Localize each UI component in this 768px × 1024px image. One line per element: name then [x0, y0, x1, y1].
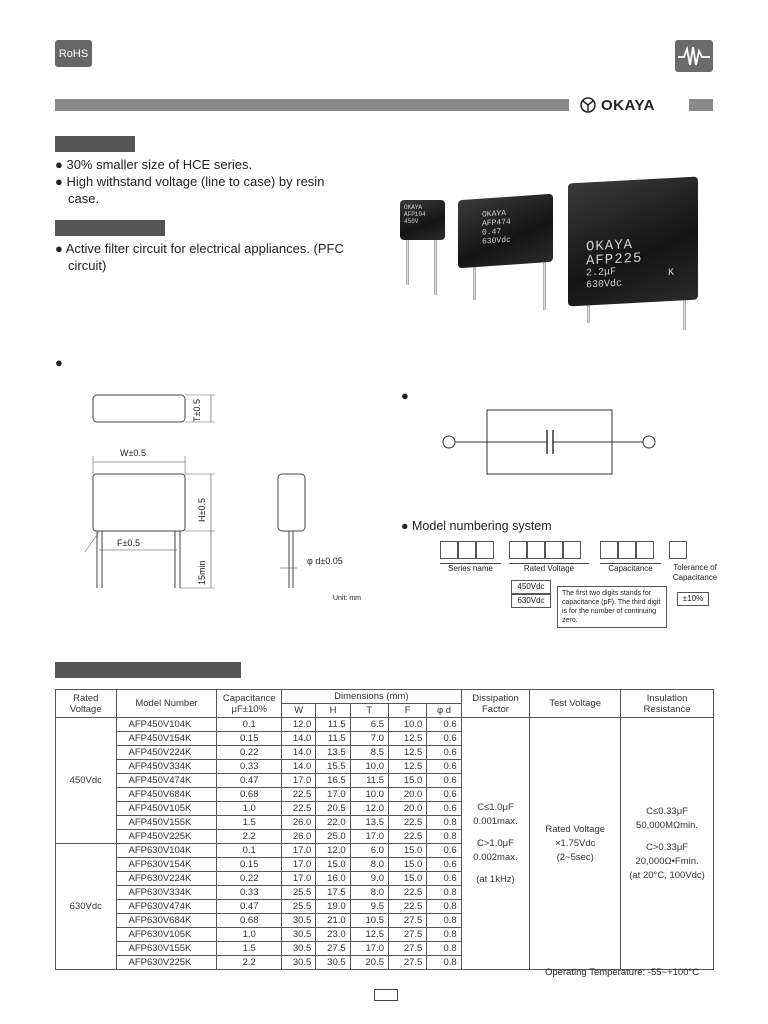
- dimension-cell: 10.5: [350, 914, 388, 928]
- model-number-cell: AFP450V155K: [116, 816, 217, 830]
- rohs-badge: [55, 40, 92, 67]
- dimension-cell: 8.0: [350, 858, 388, 872]
- spec-line: [464, 865, 528, 873]
- dimension-cell: 12.5: [389, 760, 427, 774]
- col-t: T: [350, 704, 388, 718]
- dimension-cell: 6.5: [350, 718, 388, 732]
- capacitance-cell: 0.22: [217, 746, 282, 760]
- dimension-cell: 0.6: [427, 760, 461, 774]
- applications-heading-bar: [55, 220, 165, 236]
- product-photo: [395, 175, 715, 335]
- dimension-cell: 10.0: [350, 788, 388, 802]
- model-number-cell: AFP630V474K: [116, 900, 217, 914]
- ratings-table: [55, 689, 714, 970]
- dimension-cell: 30.5: [282, 956, 316, 970]
- col-h: H: [316, 704, 350, 718]
- dimension-cell: 9.5: [350, 900, 388, 914]
- dimension-cell: 0.8: [427, 914, 461, 928]
- spec-line: 20,000Ω•Fmin.: [635, 855, 699, 867]
- capacitance-cell: 1.0: [217, 928, 282, 942]
- dimension-cell: 30.5: [316, 956, 350, 970]
- dimension-cell: 27.5: [316, 942, 350, 956]
- spec-line: ×1.75Vdc: [554, 837, 596, 849]
- col-dimensions: Dimensions (mm): [282, 690, 462, 704]
- dimension-cell: 8.0: [350, 886, 388, 900]
- capacitor-large: [568, 177, 698, 307]
- dimension-cell: 10.0: [389, 718, 427, 732]
- spec-line: [623, 833, 711, 841]
- ratings-heading-bar: [55, 662, 241, 678]
- dimension-cell: 13.5: [316, 746, 350, 760]
- voltage-option: 630Vdc: [511, 594, 551, 608]
- cap-text: OKAYA: [586, 236, 634, 256]
- capacitance-note: The first two digits stands for capacitance (pF). The third digit is for the number of continuing zero.: [557, 586, 667, 628]
- col-model-number: Model Number: [116, 690, 217, 718]
- spec-line: Rated Voltage: [545, 823, 606, 835]
- capacitance-cell: 0.15: [217, 858, 282, 872]
- spec-line: (at 1kHz): [476, 873, 515, 885]
- dimension-cell: 25.5: [282, 900, 316, 914]
- cap-text: OKAYA: [482, 208, 507, 220]
- dimension-cell: 26.0: [282, 816, 316, 830]
- col-insulation: Insulation Resistance: [621, 690, 714, 718]
- dimension-cell: 12.0: [350, 802, 388, 816]
- model-number-cell: AFP630V224K: [116, 872, 217, 886]
- model-number-cell: AFP630V154K: [116, 858, 217, 872]
- dimension-cell: 0.6: [427, 718, 461, 732]
- f-dimension-label: F±0.5: [117, 538, 140, 548]
- dimension-cell: 17.0: [350, 942, 388, 956]
- dimension-cell: 11.5: [350, 774, 388, 788]
- features-list: [55, 156, 375, 207]
- dimension-cell: 0.8: [427, 816, 461, 830]
- model-number-cell: AFP630V334K: [116, 886, 217, 900]
- dimension-cell: 17.5: [316, 886, 350, 900]
- cap-text: AFP225: [586, 250, 643, 270]
- lead-wire: [543, 260, 546, 310]
- capacitance-cell: 0.1: [217, 844, 282, 858]
- cap-text: K: [668, 267, 675, 280]
- model-number-cell: AFP450V225K: [116, 830, 217, 844]
- dimension-cell: 27.5: [389, 942, 427, 956]
- capacitance-cell: 0.22: [217, 872, 282, 886]
- dimension-cell: 0.8: [427, 830, 461, 844]
- feature-item: ● High withstand voltage (line to case) by resin: [55, 174, 325, 189]
- feature-item: ● 30% smaller size of HCE series.: [55, 157, 253, 172]
- dimensions-bullet: ●: [55, 355, 63, 370]
- dimension-cell: 11.5: [316, 732, 350, 746]
- dimension-cell: 10.0: [350, 760, 388, 774]
- spec-line: (2~5sec): [556, 851, 594, 863]
- code-box: [458, 541, 476, 559]
- dimension-cell: 17.0: [282, 858, 316, 872]
- capacitance-cell: 1.5: [217, 816, 282, 830]
- capacitance-cell: 0.33: [217, 886, 282, 900]
- capacitance-cell: 0.1: [217, 718, 282, 732]
- spec-line: 0.001max.: [473, 815, 518, 827]
- dimension-cell: 23.0: [316, 928, 350, 942]
- brand-logo: [580, 95, 655, 115]
- dimension-drawing: [55, 380, 385, 610]
- voltage-option: 450Vdc: [511, 580, 551, 594]
- capacitance-cell: 2.2: [217, 956, 282, 970]
- page-number-box: [374, 989, 398, 1001]
- application-item: circuit): [68, 258, 107, 273]
- rated-voltage-cell: 630Vdc: [56, 844, 117, 970]
- dimension-cell: 27.5: [389, 914, 427, 928]
- dimension-cell: 11.5: [316, 718, 350, 732]
- dimension-cell: 12.5: [350, 928, 388, 942]
- feature-item: case.: [68, 191, 100, 206]
- col-dissipation: Dissipation Factor: [461, 690, 530, 718]
- col-w: W: [282, 704, 316, 718]
- model-number-cell: AFP450V104K: [116, 718, 217, 732]
- tolerance-box: [669, 541, 687, 559]
- code-box: [636, 541, 654, 559]
- test-voltage-cell: [530, 718, 621, 970]
- dimension-cell: 22.5: [389, 816, 427, 830]
- dimension-cell: 16.5: [316, 774, 350, 788]
- dimension-cell: 0.8: [427, 942, 461, 956]
- dimension-cell: 17.0: [350, 830, 388, 844]
- cap-text: AFP104: [404, 211, 426, 218]
- application-item: ● Active filter circuit for electrical appliances. (PFC: [55, 241, 344, 256]
- dimension-cell: 17.0: [316, 788, 350, 802]
- dimension-cell: 12.0: [316, 844, 350, 858]
- capacitance-cell: 0.47: [217, 774, 282, 788]
- dimension-cell: 0.6: [427, 732, 461, 746]
- dimension-cell: 27.5: [389, 956, 427, 970]
- code-box: [527, 541, 545, 559]
- capacitance-cell: 1.5: [217, 942, 282, 956]
- model-number-cell: AFP630V104K: [116, 844, 217, 858]
- dimension-cell: 0.6: [427, 844, 461, 858]
- features-heading-bar: [55, 136, 135, 152]
- dimension-cell: 16.0: [316, 872, 350, 886]
- dimension-cell: 0.6: [427, 872, 461, 886]
- cap-text: AFP474: [482, 217, 511, 229]
- dimension-cell: 15.0: [389, 858, 427, 872]
- dimension-cell: 17.0: [282, 774, 316, 788]
- dimension-cell: 0.6: [427, 802, 461, 816]
- cap-text: 0.47: [482, 227, 502, 238]
- cap-text: 450V: [404, 218, 419, 225]
- circuit-bullet: ●: [401, 388, 409, 403]
- capacitor-small: [400, 200, 445, 240]
- series-boxes: [440, 541, 494, 559]
- dimension-cell: 15.0: [316, 858, 350, 872]
- spec-line: C>0.33μF: [645, 841, 689, 853]
- lead-diameter-label: φ d±0.05: [307, 556, 343, 566]
- spec-line: 0.002max.: [473, 851, 518, 863]
- cap-text: 630Vdc: [586, 278, 623, 292]
- capacitance-cell: 0.15: [217, 732, 282, 746]
- dimension-cell: 20.5: [316, 802, 350, 816]
- operating-temperature: Operating Temperature: -55~+100°C: [545, 967, 700, 978]
- dimension-cell: 0.6: [427, 774, 461, 788]
- code-box: [476, 541, 494, 559]
- model-number-cell: AFP450V684K: [116, 788, 217, 802]
- capacitance-boxes: [600, 541, 654, 559]
- model-number-cell: AFP450V474K: [116, 774, 217, 788]
- waveform-icon: [675, 40, 713, 72]
- table-row: [56, 718, 714, 732]
- code-box: [440, 541, 458, 559]
- dimension-cell: 12.5: [389, 732, 427, 746]
- dimension-cell: 25.5: [282, 886, 316, 900]
- dissipation-cell: [461, 718, 530, 970]
- insulation-cell: [621, 718, 714, 970]
- capacitance-cell: 1.0: [217, 802, 282, 816]
- dimension-cell: 15.0: [389, 872, 427, 886]
- rohs-label: RoHS: [58, 47, 89, 60]
- dimension-cell: 30.5: [282, 928, 316, 942]
- applications-list: [55, 240, 375, 274]
- dimension-cell: 15.0: [389, 844, 427, 858]
- dimension-cell: 8.5: [350, 746, 388, 760]
- col-capacitance: Capacitance μF±10%: [217, 690, 282, 718]
- capacitance-cell: 2.2: [217, 830, 282, 844]
- dimension-cell: 12.5: [389, 746, 427, 760]
- dimension-cell: 15.5: [316, 760, 350, 774]
- dimension-cell: 22.0: [316, 816, 350, 830]
- dimension-cell: 19.0: [316, 900, 350, 914]
- spec-line: [464, 829, 528, 837]
- dimension-cell: 27.5: [389, 928, 427, 942]
- unit-label: Unit: mm: [333, 595, 361, 602]
- model-number-cell: AFP630V684K: [116, 914, 217, 928]
- header-rule-end: [689, 99, 713, 111]
- dimension-cell: 0.8: [427, 956, 461, 970]
- dimension-cell: 22.5: [282, 788, 316, 802]
- cap-text: 630Vdc: [482, 235, 511, 247]
- brand-name: OKAYA: [601, 96, 655, 114]
- circuit-symbol: [440, 405, 662, 480]
- dimension-cell: 17.0: [282, 872, 316, 886]
- dimension-cell: 0.6: [427, 746, 461, 760]
- model-numbering-title: ● Model numbering system: [401, 519, 552, 533]
- dimension-cell: 22.5: [389, 886, 427, 900]
- spec-line: C>1.0μF: [477, 837, 514, 849]
- dimension-cell: 30.5: [282, 914, 316, 928]
- cap-text: OKAYA: [404, 204, 423, 211]
- table-header-row: [56, 690, 714, 704]
- col-phi-d: φ d: [427, 704, 461, 718]
- spec-line: 50,000MΩmin.: [636, 819, 699, 831]
- dimension-cell: 22.5: [282, 802, 316, 816]
- model-number-cell: AFP450V154K: [116, 732, 217, 746]
- dimension-cell: 15.0: [389, 774, 427, 788]
- dimension-cell: 25.0: [316, 830, 350, 844]
- t-dimension-label: T±0.5: [192, 399, 202, 422]
- dimension-cell: 9.0: [350, 872, 388, 886]
- code-box: [563, 541, 581, 559]
- series-name-label: Series name: [440, 563, 501, 573]
- dimension-cell: 20.0: [389, 802, 427, 816]
- dimension-cell: 14.0: [282, 732, 316, 746]
- dimension-cell: 22.5: [389, 830, 427, 844]
- col-f: F: [389, 704, 427, 718]
- spec-line: C≤0.33μF: [646, 805, 688, 817]
- model-number-cell: AFP450V334K: [116, 760, 217, 774]
- dimension-cell: 26.0: [282, 830, 316, 844]
- dimension-cell: 13.5: [350, 816, 388, 830]
- w-dimension-label: W±0.5: [120, 448, 146, 458]
- capacitor-medium: [458, 194, 553, 269]
- dimension-cell: 20.0: [389, 788, 427, 802]
- dimension-cell: 21.0: [316, 914, 350, 928]
- capacitance-cell: 0.47: [217, 900, 282, 914]
- dimension-cell: 30.5: [282, 942, 316, 956]
- rated-voltage-cell: 450Vdc: [56, 718, 117, 844]
- code-box: [509, 541, 527, 559]
- model-number-cell: AFP630V105K: [116, 928, 217, 942]
- dimension-cell: 22.5: [389, 900, 427, 914]
- code-box: [618, 541, 636, 559]
- dimension-cell: 17.0: [282, 844, 316, 858]
- lead-length-label: 15min: [197, 560, 207, 585]
- dimension-cell: 7.0: [350, 732, 388, 746]
- model-number-cell: AFP450V105K: [116, 802, 217, 816]
- model-number-cell: AFP450V224K: [116, 746, 217, 760]
- tolerance-value: ±10%: [677, 592, 709, 606]
- dimension-cell: 0.6: [427, 858, 461, 872]
- dimension-cell: 0.8: [427, 928, 461, 942]
- dimension-cell: 6.0: [350, 844, 388, 858]
- dimension-cell: 0.8: [427, 900, 461, 914]
- rated-voltage-label: Rated Voltage: [509, 563, 589, 573]
- dimension-cell: 14.0: [282, 760, 316, 774]
- dimension-cell: 0.8: [427, 886, 461, 900]
- table-body: [56, 718, 714, 970]
- header-rule: [55, 99, 569, 111]
- model-number-cell: AFP630V225K: [116, 956, 217, 970]
- code-box: [600, 541, 618, 559]
- h-dimension-label: H±0.5: [197, 498, 207, 522]
- capacitance-cell: 0.68: [217, 788, 282, 802]
- cap-text: 2.2μF: [586, 266, 617, 280]
- capacitance-label: Capacitance: [600, 563, 661, 573]
- voltage-boxes: [509, 541, 581, 559]
- dimension-cell: 14.0: [282, 746, 316, 760]
- spec-line: C≤1.0μF: [477, 801, 514, 813]
- code-box: [545, 541, 563, 559]
- capacitance-cell: 0.68: [217, 914, 282, 928]
- okaya-emblem-icon: [580, 97, 596, 113]
- dimension-cell: 0.6: [427, 788, 461, 802]
- col-test-voltage: Test Voltage: [530, 690, 621, 718]
- capacitance-cell: 0.33: [217, 760, 282, 774]
- spec-line: (at 20°C, 100Vdc): [629, 869, 705, 881]
- tolerance-label: Tolerance of Capacitance: [672, 563, 718, 582]
- dimension-cell: 20.5: [350, 956, 388, 970]
- model-number-cell: AFP630V155K: [116, 942, 217, 956]
- dimension-cell: 12.0: [282, 718, 316, 732]
- col-rated-voltage: Rated Voltage: [56, 690, 117, 718]
